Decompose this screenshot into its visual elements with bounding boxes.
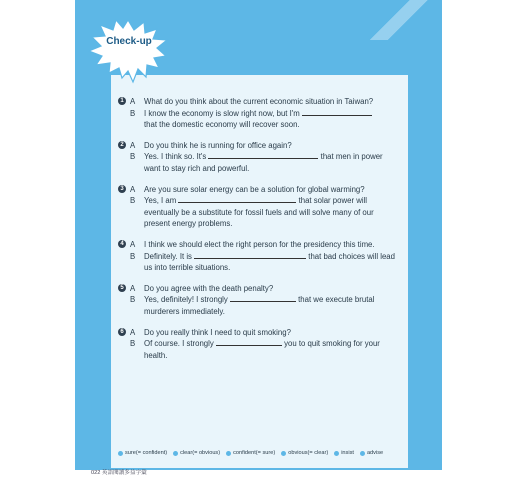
answer-blank[interactable] [208, 151, 318, 159]
question-number: 3 [118, 185, 126, 193]
answer-text-after: that we execute brutal murderers immediately. [144, 295, 375, 316]
question-number: 5 [118, 284, 126, 292]
speaker-a: A [130, 97, 136, 106]
bullet-icon [173, 451, 178, 456]
word-bank-label: sure(= confident) [125, 450, 168, 456]
question-text: Do you agree with the death penalty? [144, 283, 274, 293]
speaker-b: B [130, 339, 136, 349]
word-bank-label: advise [366, 450, 384, 456]
answer-text-after: you to quit smoking for your health. [144, 339, 380, 360]
answer-text-after: that solar power will eventually be a substitute for fossil fuels and will solve many of our present energy problems. [144, 196, 374, 229]
word-bank-item [281, 450, 328, 456]
answer-text-before: Yes, I am [144, 196, 177, 206]
page-number: 022 [91, 470, 101, 476]
word-bank-item [334, 450, 354, 456]
word-bank-label: obvious(= clear) [288, 450, 329, 456]
question-number: 2 [118, 141, 126, 149]
answer-text-after: that men in power want to stay rich and powerful. [144, 152, 383, 173]
answer-blank[interactable] [302, 108, 372, 116]
word-bank [118, 450, 418, 456]
question-number: 1 [118, 97, 126, 105]
bullet-icon [226, 451, 231, 456]
answer-blank[interactable] [216, 338, 282, 346]
question-number: 4 [118, 240, 126, 248]
bullet-icon [334, 451, 339, 456]
page-footer [91, 468, 147, 476]
question-2 [118, 140, 396, 175]
speaker-a: A [130, 184, 136, 194]
question-text: What do you think about the current economic situation in Taiwan? [144, 97, 374, 106]
speaker-a: A [130, 239, 136, 249]
answer-text-before: Of course. I strongly [144, 339, 214, 349]
bullet-icon [118, 451, 123, 456]
word-bank-item [360, 450, 383, 456]
starburst-badge-icon [86, 18, 170, 84]
question-5 [118, 283, 396, 318]
decorative-stripe [362, 0, 442, 40]
question-text: Are you sure solar energy can be a solution for global warming? [144, 184, 365, 194]
speaker-a: A [130, 327, 136, 337]
answer-blank[interactable] [194, 251, 306, 259]
word-bank-item [173, 450, 220, 456]
word-bank-label: confident(= sure) [233, 450, 276, 456]
answer-text-after: that bad choices will lead us into terrible situations. [144, 251, 395, 273]
answer-text-after: that the domestic economy will recover soon. [144, 120, 300, 130]
question-text: Do you really think I need to quit smoking? [144, 327, 291, 337]
speaker-b: B [130, 251, 136, 261]
question-4 [118, 239, 396, 274]
question-6 [118, 327, 396, 362]
section-title: 英語閱讀多益字彙 [101, 470, 147, 476]
speaker-b: B [130, 196, 136, 206]
answer-text-before: Yes, definitely! I strongly [144, 295, 228, 305]
answer-blank[interactable] [230, 294, 296, 302]
bullet-icon [281, 451, 286, 456]
speaker-b: B [130, 295, 136, 305]
word-bank-item [118, 450, 167, 456]
question-3 [118, 184, 396, 230]
answer-blank[interactable] [178, 195, 296, 203]
bullet-icon [360, 451, 365, 456]
answer-text-before: Definitely. It is [144, 251, 192, 261]
speaker-b: B [130, 152, 136, 162]
question-list [118, 96, 396, 370]
word-bank-label: insist [341, 450, 354, 456]
speaker-b: B [130, 108, 136, 118]
word-bank-label: clear(= obvious) [180, 450, 221, 456]
question-text: I think we should elect the right person for the presidency this time. [144, 239, 375, 249]
speaker-a: A [130, 140, 136, 150]
speaker-a: A [130, 283, 136, 293]
answer-text-before: I know the economy is slow right now, but I'm [144, 108, 300, 118]
badge-title: Check-up [106, 36, 152, 47]
question-text: Do you think he is running for office again? [144, 140, 292, 150]
word-bank-item [226, 450, 275, 456]
answer-text-before: Yes. I think so. It's [144, 152, 207, 162]
question-number: 6 [118, 328, 126, 336]
question-1 [118, 96, 396, 131]
